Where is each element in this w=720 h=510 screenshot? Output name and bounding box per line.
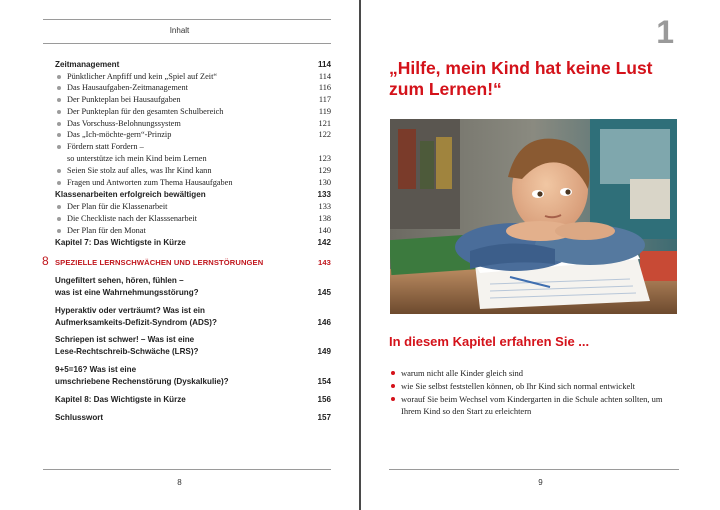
- toc-entry-title: Pünktlicher Anpfiff und kein „Spiel auf Zeit“: [67, 71, 218, 81]
- chapter-title: SPEZIELLE LERNSCHWÄCHEN UND LERNSTÖRUNGEN: [55, 257, 264, 267]
- toc-entry-page: 114: [318, 71, 331, 81]
- header-top-rule: [43, 19, 331, 20]
- toc-entry-title: Das Hausaufgaben-Zeitmanagement: [67, 83, 188, 93]
- running-header: Inhalt: [169, 26, 190, 35]
- toc-entry-page: 145: [317, 287, 331, 297]
- toc-section-list: [55, 59, 331, 249]
- toc-entry-title: Der Plan für den Monat: [67, 225, 146, 235]
- toc-entry-page: 130: [318, 177, 331, 187]
- toc-section-heading[interactable]: [55, 364, 331, 388]
- toc-entry-page: 133: [318, 201, 331, 211]
- toc-entry-title: [55, 412, 103, 424]
- toc-entry-title: [55, 334, 198, 358]
- toc-entry-line: Ungefiltert sehen, hören, fühlen –: [55, 275, 184, 285]
- toc-entry-title: Der Punkteplan bei Hausaufgaben: [67, 95, 181, 105]
- footer-rule: [389, 469, 679, 470]
- toc-entry-line: Kapitel 8: Das Wichtigste in Kürze: [55, 395, 186, 405]
- toc-entry-page: 129: [318, 165, 331, 175]
- toc-section-heading[interactable]: [55, 189, 331, 201]
- toc-entry-line: Schriepen ist schwer! – Was ist eine: [55, 335, 195, 345]
- toc-entry-page: 114: [317, 59, 331, 69]
- table-of-contents: [42, 58, 331, 424]
- toc-entry-page: 121: [318, 118, 331, 128]
- footer-rule: [43, 469, 331, 470]
- toc-entry[interactable]: [55, 94, 331, 106]
- toc-entry-title: [55, 305, 217, 329]
- toc-section-heading[interactable]: [55, 275, 331, 299]
- bored-child-illustration: [390, 119, 677, 314]
- page-number: 9: [538, 478, 543, 487]
- chapter-number: 8: [42, 253, 49, 268]
- toc-entry[interactable]: [55, 118, 331, 130]
- toc-entry-page: 119: [318, 106, 331, 116]
- toc-entry-title: Das „Ich-möchte-gern“-Prinzip: [67, 130, 172, 140]
- toc-entry-page: 116: [318, 83, 331, 93]
- left-page: [0, 0, 359, 510]
- toc-section-heading[interactable]: [55, 59, 331, 71]
- toc-entry-title: [55, 275, 199, 299]
- toc-entry[interactable]: [55, 165, 331, 177]
- toc-entry-line: umschriebene Rechenstörung (Dyskalkulie)?: [55, 377, 229, 387]
- toc-entry[interactable]: [55, 71, 331, 83]
- chapter-number-large: 1: [656, 14, 674, 50]
- learn-heading: In diesem Kapitel erfahren Sie ...: [389, 334, 590, 349]
- toc-entry-line: Hyperaktiv oder verträumt? Was ist ein: [55, 305, 205, 315]
- toc-entry-page: 154: [317, 377, 331, 387]
- toc-entry[interactable]: [55, 177, 331, 189]
- learn-bullet-list: [389, 367, 679, 418]
- learn-bullet-item: warum nicht alle Kinder gleich sind: [389, 367, 679, 379]
- toc-entry-title: Kapitel 7: Das Wichtigste in Kürze: [55, 237, 186, 247]
- toc-entry[interactable]: [55, 225, 331, 237]
- toc-entry-page: 149: [317, 347, 331, 357]
- toc-entry-title: Fördern statt Fordern –: [67, 142, 144, 152]
- toc-entry-page: 122: [318, 130, 331, 140]
- toc-entry-title: [55, 364, 229, 388]
- toc-entry-title: so unterstütze ich mein Kind beim Lernen: [67, 154, 207, 164]
- toc-entry-page: 142: [317, 237, 331, 247]
- toc-entry-page: 140: [318, 225, 331, 235]
- learn-bullet-item: wie Sie selbst feststellen können, ob Ihr Kind sich normal entwickelt: [389, 380, 679, 392]
- toc-entry-title: [55, 394, 186, 406]
- toc-entry-line: Schlusswort: [55, 413, 104, 423]
- toc-section-heading[interactable]: [55, 394, 331, 406]
- toc-entry-title: Das Vorschuss-Belohnungssystem: [67, 118, 181, 128]
- toc-entry-page: 123: [318, 154, 331, 164]
- toc-section-heading[interactable]: [55, 305, 331, 329]
- toc-entry-title: Zeitmanagement: [55, 59, 120, 69]
- toc-entry-page: 146: [317, 317, 331, 327]
- toc-entry[interactable]: [55, 201, 331, 213]
- toc-entry[interactable]: [55, 153, 331, 165]
- chapter-page: 143: [318, 257, 331, 267]
- toc-entry[interactable]: [55, 141, 331, 153]
- toc-entry[interactable]: [55, 82, 331, 94]
- toc-entry[interactable]: [55, 213, 331, 225]
- header-bottom-rule: [43, 43, 331, 44]
- toc-entry-page: 156: [317, 395, 331, 405]
- toc-entry-title: Klassenarbeiten erfolgreich bewältigen: [55, 189, 206, 199]
- toc-entry-line: Aufmerksamkeits-Defizit-Syndrom (ADS)?: [55, 317, 217, 327]
- toc-entry[interactable]: [55, 129, 331, 141]
- toc-section-heading[interactable]: [55, 237, 331, 249]
- toc-chapter-entries: [55, 275, 331, 424]
- page-number: 8: [177, 478, 182, 487]
- toc-entry-title: Der Plan für die Klassenarbeit: [67, 201, 168, 211]
- toc-entry-page: 157: [317, 413, 331, 423]
- toc-section-heading[interactable]: [55, 412, 331, 424]
- toc-chapter-heading[interactable]: [42, 253, 331, 269]
- toc-section-heading[interactable]: [55, 334, 331, 358]
- toc-entry[interactable]: [55, 106, 331, 118]
- toc-entry-page: 117: [318, 95, 331, 105]
- right-page: [361, 0, 720, 510]
- learn-bullet-item: worauf Sie beim Wechsel vom Kindergarten in die Schule achten sollten, um Ihrem Kind so den Start zu erleichtern: [389, 393, 679, 417]
- toc-entry-line: Lese-Rechtschreib-Schwäche (LRS)?: [55, 347, 199, 357]
- chapter-photo: [390, 119, 677, 314]
- chapter-title: „Hilfe, mein Kind hat keine Lust zum Lernen!“: [389, 58, 653, 99]
- toc-entry-page: 133: [317, 189, 331, 199]
- toc-entry-page: 138: [318, 213, 331, 223]
- toc-entry-line: was ist eine Wahrnehmungsstörung?: [55, 287, 199, 297]
- toc-entry-title: Seien Sie stolz auf alles, was Ihr Kind kann: [67, 165, 212, 175]
- toc-entry-title: Die Checkliste nach der Klasssenarbeit: [67, 213, 197, 223]
- toc-entry-title: Der Punkteplan für den gesamten Schulbereich: [67, 106, 224, 116]
- toc-entry-line: 9+5=16? Was ist eine: [55, 365, 137, 375]
- toc-entry-title: Fragen und Antworten zum Thema Hausaufgaben: [67, 177, 233, 187]
